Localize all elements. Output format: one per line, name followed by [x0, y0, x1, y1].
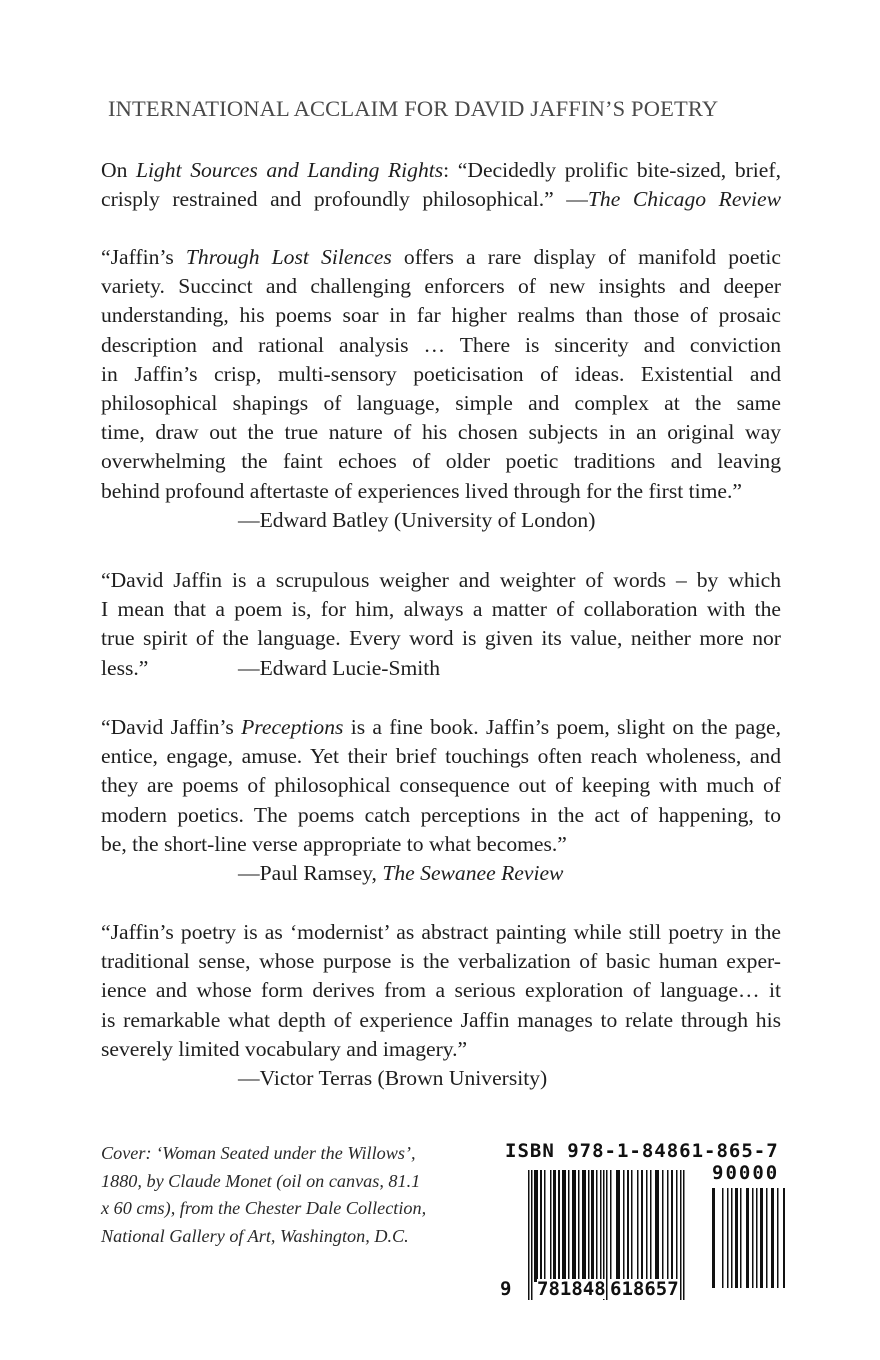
book-title: Preceptions: [241, 715, 344, 739]
book-title: Through Lost Silences: [185, 245, 392, 269]
review-line: variety. Succinct and challenging enforcers of new insights and deeper: [101, 274, 781, 299]
review-line: I mean that a poem is, for him, always a matter of collaboration with the: [101, 597, 781, 622]
review-line: overwhelming the faint echoes of older poetic traditions and leaving: [101, 449, 781, 474]
review-chicago: [101, 156, 781, 214]
review-line: in Jaffin’s crisp, multi-sensory poeticisation of ideas. Existential and: [101, 361, 781, 386]
review-attribution: —Edward Lucie-Smith: [238, 655, 441, 680]
review-line: severely limited vocabulary and imagery.”: [101, 1036, 468, 1061]
review-line: On Light Sources and Landing Rights: “Decidedly prolific bite-sized, brief,: [101, 158, 781, 182]
review-batley: [101, 243, 781, 535]
publication-name: The Sewanee Review: [382, 861, 564, 886]
price-addon: 90000: [712, 1162, 780, 1184]
review-ramsey: [101, 713, 781, 888]
review-line: is remarkable what depth of experience Jaffin manages to relate through his: [101, 1007, 781, 1032]
review-line: be, the short-line verse appropriate to what becomes.”: [101, 831, 567, 856]
review-attribution: —Paul Ramsey, The Sewanee Review: [238, 861, 564, 886]
page-title: INTERNATIONAL ACCLAIM FOR DAVID JAFFIN’S POETRY: [108, 96, 719, 121]
review-line: crisply restrained and profoundly philosophical.” —The Chicago Review: [101, 187, 781, 212]
review-line: traditional sense, whose purpose is the verbalization of basic human exper-: [101, 949, 781, 974]
barcode-lead-digit: 9: [500, 1278, 512, 1300]
review-attribution: —Edward Batley (University of London): [238, 507, 596, 532]
publication-name: The Chicago Review: [587, 187, 781, 212]
review-line: “Jaffin’s Through Lost Silences offers a rare display of manifold poetic: [101, 245, 781, 269]
review-line: less.” —Edward Lucie-Smith: [101, 654, 781, 683]
review-line: philosophical shapings of language, simple and complex at the same: [101, 391, 781, 416]
book-title: Light Sources and Landing Rights: [136, 158, 444, 182]
cover-credit: [101, 1140, 481, 1250]
barcode-digit-group-1: 781848: [537, 1278, 606, 1300]
review-attribution: —Victor Terras (Brown University): [238, 1066, 548, 1091]
review-line: entice, engage, amuse. Yet their brief touchings often reach wholeness, and: [101, 744, 781, 769]
credit-line: 1880, by Claude Monet (oil on canvas, 81.1: [101, 1170, 421, 1191]
review-lucie-smith: [101, 566, 781, 683]
isbn-label: ISBN 978-1-84861-865-7: [505, 1140, 779, 1162]
credit-line: Cover: ‘Woman Seated under the Willows’,: [101, 1143, 416, 1163]
isbn-barcode: [500, 1140, 785, 1300]
credit-line: National Gallery of Art, Washington, D.C.: [101, 1225, 409, 1246]
review-line: “Jaffin’s poetry is as ‘modernist’ as abstract painting while still poetry in the: [101, 920, 781, 944]
review-line: modern poetics. The poems catch perceptions in the act of happening, to: [101, 802, 781, 827]
review-line: understanding, his poems soar in far higher realms than those of prosaic: [101, 303, 781, 328]
review-line: description and rational analysis … There is sincerity and conviction: [101, 332, 781, 357]
review-terras: [101, 918, 781, 1093]
review-line: true spirit of the language. Every word is given its value, neither more nor: [101, 626, 781, 651]
addon-bars: [712, 1188, 787, 1288]
review-line: “David Jaffin is a scrupulous weigher and weighter of words – by which: [101, 568, 781, 592]
review-line: they are poems of philosophical consequence out of keeping with much of: [101, 773, 781, 798]
review-line: “David Jaffin’s Preceptions is a fine book. Jaffin’s poem, slight on the page,: [101, 715, 781, 739]
barcode-digit-group-2: 618657: [610, 1278, 679, 1300]
review-line: behind profound aftertaste of experiences lived through for the first time.”: [101, 478, 742, 503]
credit-line: x 60 cms), from the Chester Dale Collection,: [101, 1198, 427, 1218]
review-line: time, draw out the true nature of his chosen subjects in an original way: [101, 420, 781, 445]
review-line: ience and whose form derives from a serious exploration of language… it: [101, 978, 781, 1003]
